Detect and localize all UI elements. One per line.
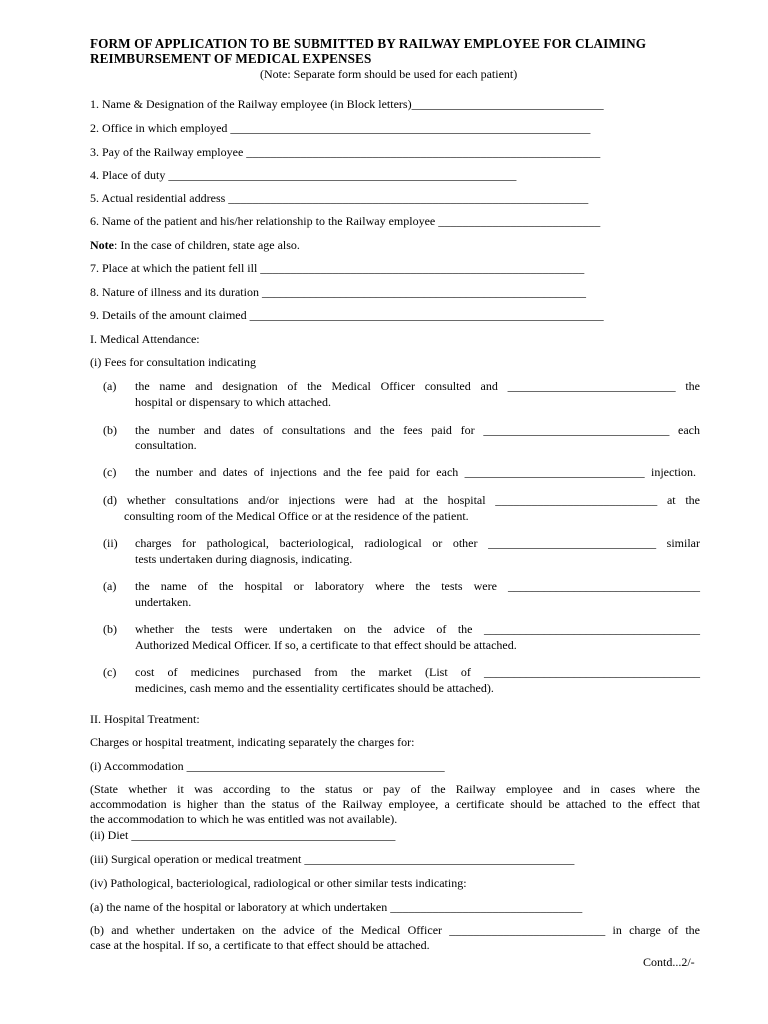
field-consultation-location[interactable]: (d) whether consultations and/or injections were had at the hospital ___________________________ at the bbox=[103, 493, 700, 507]
item-b-cont: case at the hospital. If so, a certificate to that effect should be attached. bbox=[90, 938, 430, 952]
item-a1-cont: hospital or dispensary to which attached. bbox=[135, 395, 331, 409]
field-surgical-operation[interactable]: (iii) Surgical operation or medical treatment _____________________________________________ bbox=[90, 852, 575, 866]
charges-heading: Charges or hospital treatment, indicating separately the charges for: bbox=[90, 735, 415, 749]
item-a1-marker: (a) bbox=[103, 379, 117, 393]
field-place-fell-ill[interactable]: 7. Place at which the patient fell ill ______________________________________________________ bbox=[90, 261, 585, 275]
field-place-of-duty[interactable]: 4. Place of duty __________________________________________________________ bbox=[90, 168, 517, 182]
note-text: : In the case of children, state age also. bbox=[114, 238, 300, 252]
note-label: Note bbox=[90, 238, 114, 252]
item-b2-cont: Authorized Medical Officer. If so, a certificate to that effect should be attached. bbox=[135, 638, 517, 652]
field-consultations[interactable]: the number and dates of consultations and the fees paid for _______________________________ each bbox=[135, 423, 700, 437]
field-residential-address[interactable]: 5. Actual residential address ____________________________________________________________ bbox=[90, 191, 589, 205]
fees-heading: (i) Fees for consultation indicating bbox=[90, 355, 256, 369]
form-subtitle: (Note: Separate form should be used for each patient) bbox=[260, 67, 518, 81]
item-b1-cont: consultation. bbox=[135, 438, 197, 452]
item-c2-marker: (c) bbox=[103, 665, 117, 679]
item-b2-marker: (b) bbox=[103, 622, 117, 636]
note-children bbox=[90, 238, 300, 253]
field-accommodation[interactable]: (i) Accommodation ___________________________________________ bbox=[90, 759, 445, 773]
item-b1-marker: (b) bbox=[103, 423, 117, 437]
item-c1-marker: (c) bbox=[103, 465, 117, 479]
item-d1-cont: consulting room of the Medical Office or at the residence of the patient. bbox=[124, 509, 469, 523]
field-diet[interactable]: (ii) Diet ____________________________________________ bbox=[90, 828, 396, 842]
field-medical-officer[interactable]: the name and designation of the Medical Officer consulted and ____________________________ the bbox=[135, 379, 700, 393]
field-test-hospital[interactable]: the name of the hospital or laboratory where the tests were ________________________________ bbox=[135, 579, 700, 593]
field-officer-advice[interactable]: (b) and whether undertaken on the advice of the Medical Officer __________________________ in charge of the bbox=[90, 923, 700, 937]
section-hospital-treatment: II. Hospital Treatment: bbox=[90, 712, 200, 726]
form-title-line1: FORM OF APPLICATION TO BE SUBMITTED BY RAILWAY EMPLOYEE FOR CLAIMING bbox=[90, 36, 647, 51]
field-test-advice[interactable]: whether the tests were undertaken on the advice of the ____________________________________ bbox=[135, 622, 700, 636]
accommodation-note-line1: (State whether it was according to the status or pay of the Railway employee and in cases where the bbox=[90, 782, 700, 796]
section-medical-attendance: I. Medical Attendance: bbox=[90, 332, 200, 346]
item-ii-marker: (ii) bbox=[103, 536, 118, 550]
field-injections[interactable]: the number and dates of injections and the fee paid for each ______________________________ injection. bbox=[135, 465, 696, 479]
field-nature-of-illness[interactable]: 8. Nature of illness and its duration ______________________________________________________ bbox=[90, 285, 586, 299]
item-a2-cont: undertaken. bbox=[135, 595, 192, 609]
field-medicine-cost[interactable]: cost of medicines purchased from the market (List of ____________________________________ bbox=[135, 665, 700, 679]
field-name-designation[interactable]: 1. Name & Designation of the Railway employee (in Block letters)________________________________ bbox=[90, 97, 604, 111]
item-c2-cont: medicines, cash memo and the essentiality certificates should be attached). bbox=[135, 681, 494, 695]
field-patient-name[interactable]: 6. Name of the patient and his/her relationship to the Railway employee ___________________________ bbox=[90, 214, 601, 228]
item-ii-cont: tests undertaken during diagnosis, indicating. bbox=[135, 552, 353, 566]
field-office[interactable]: 2. Office in which employed ____________________________________________________________ bbox=[90, 121, 591, 135]
accommodation-note-line2: accommodation is higher than the status of the Railway employee, a certificate should be attached to the effect that bbox=[90, 797, 700, 811]
form-title-line2: REIMBURSEMENT OF MEDICAL EXPENSES bbox=[90, 51, 372, 66]
continued-footer: Contd...2/- bbox=[643, 955, 695, 969]
field-pay[interactable]: 3. Pay of the Railway employee ___________________________________________________________ bbox=[90, 145, 601, 159]
field-diagnostic-charges[interactable]: charges for pathological, bacteriological, radiological or other ____________________________ similar bbox=[135, 536, 700, 550]
field-test-laboratory[interactable]: (a) the name of the hospital or laboratory at which undertaken ________________________________ bbox=[90, 900, 583, 914]
item-a2-marker: (a) bbox=[103, 579, 117, 593]
tests-heading: (iv) Pathological, bacteriological, radiological or other similar tests indicating: bbox=[90, 876, 467, 890]
field-amount-claimed[interactable]: 9. Details of the amount claimed ___________________________________________________________ bbox=[90, 308, 604, 322]
accommodation-note-line3: the accommodation to which he was entitled was not available). bbox=[90, 812, 398, 826]
